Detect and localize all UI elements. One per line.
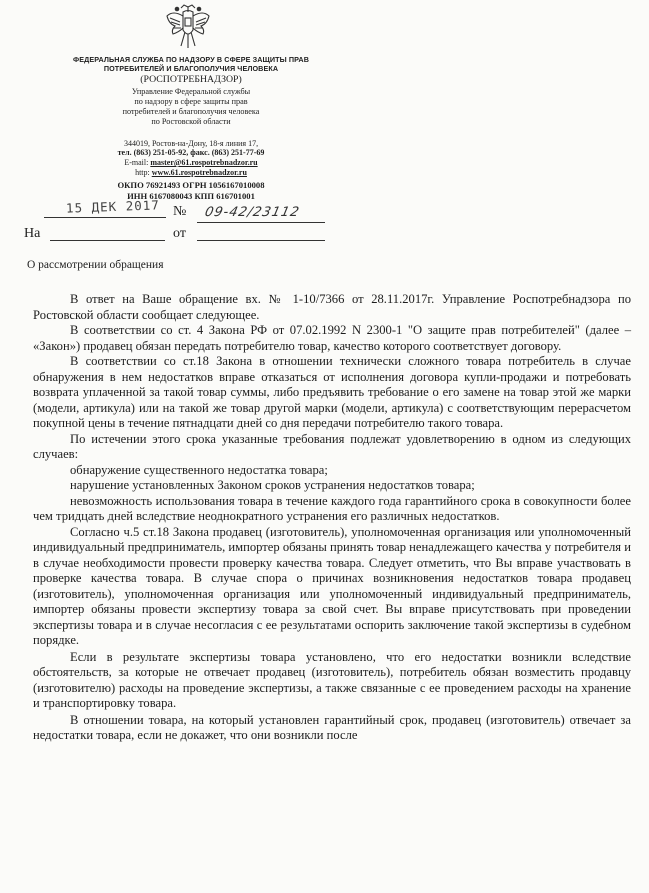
- registration-number: 09-42/23112: [203, 205, 302, 220]
- email-line: [46, 158, 336, 168]
- number-label: №: [173, 204, 187, 219]
- website-line: [46, 168, 336, 178]
- date-underline: [44, 217, 166, 218]
- agency-name-line1: ФЕДЕРАЛЬНАЯ СЛУЖБА ПО НАДЗОРУ В СФЕРЕ ЗАЩИТЫ ПРАВ: [72, 55, 310, 64]
- inn-kpp-line: ИНН 6167080043 КПП 616701001: [127, 191, 255, 201]
- body-paragraph: В соответствии со ст. 4 Закона РФ от 07.02.1992 N 2300-1 "О защите прав потребителей" (далее – «Закон») продавец обязан передать потребителю товар, качество которого соответствует договору.: [33, 323, 631, 353]
- from-date-underline: [197, 240, 325, 241]
- body-paragraph: Если в результате экспертизы товара установлено, что его недостатки возникли вследствие обстоятельств, за которые не отвечает продавец (изготовитель), потребитель обязан возместить продавцу (изготовителю) расходы на проведение экспертизы, а также связанные с ее проведением расходы на хранение и транспортировку товара.: [33, 649, 631, 710]
- body-paragraph: В соответствии со ст.18 Закона в отношении технически сложного товара потребитель в случае обнаружения в нем недостатков вправе отказаться от исполнения договора купли-продажи и потребовать возврата уплаченной за такой товар суммы, либо предъявить требование о его замене на товар этой же марки (модели, артикула) или на такой же товар другой марки (модели, артикула) с соответствующим перерасчетом покупной цены в течение пятнадцати дней со дня передачи потребителю такого товара.: [33, 354, 631, 430]
- agency-name-line2: ПОТРЕБИТЕЛЕЙ И БЛАГОПОЛУЧИЯ ЧЕЛОВЕКА: [103, 64, 279, 73]
- subject-line: О рассмотрении обращения: [27, 259, 164, 271]
- in-reply-to-underline: [50, 240, 165, 241]
- body-paragraph: Согласно ч.5 ст.18 Закона продавец (изготовитель), уполномоченная организация или уполномоченный индивидуальный предприниматель, импортер обязаны принять товар ненадлежащего качества у потребителя и в случае необходимости провести проверку качества товара. Следует отметить, что Вы вправе участвовать в проверке качества товара. В случае спора о причинах возникновения недостатков товара продавец (изготовитель), уполномоченная организация или уполномоченный индивидуальный предприниматель, импортер обязаны провести экспертизу товара за свой счет. Вы вправе присутствовать при проведении экспертизы товара и в случае несогласия с ее результатами оспорить заключение такой экспертизы в судебном порядке.: [33, 524, 631, 647]
- from-date-label: от: [173, 226, 186, 241]
- body-paragraph: невозможность использования товара в течение каждого года гарантийного срока в совокупности более чем тридцать дней вследствие неоднократного устранения его различных недостатков.: [33, 493, 631, 523]
- list-item: обнаружение существенного недостатка товара;: [70, 462, 328, 477]
- okpo-ogrn-line: ОКПО 76921493 ОГРН 1056167010008: [117, 180, 265, 190]
- department-line: по Ростовской области: [151, 117, 231, 126]
- date-stamp: 15 ДЕК 2017: [65, 197, 161, 216]
- letter-body: [33, 292, 631, 744]
- department-line: Управление Федеральной службы: [131, 87, 251, 96]
- department-line: по надзору в сфере защиты прав: [134, 97, 248, 106]
- body-paragraph: По истечении этого срока указанные требования подлежат удовлетворению в одном из следующих случаев:: [33, 431, 631, 461]
- agency-abbreviation: (РОСПОТРЕБНАДЗОР): [140, 74, 242, 85]
- department-line: потребителей и благополучия человека: [122, 107, 260, 116]
- number-underline: [197, 222, 325, 223]
- phone-line: тел. (863) 251-05-92, факс. (863) 251-77-69: [117, 148, 265, 157]
- body-paragraph: В ответ на Ваше обращение вх. № 1-10/7366 от 28.11.2017г. Управление Роспотребнадзора по Ростовской области сообщает следующее.: [33, 292, 631, 322]
- body-paragraph: В отношении товара, на который установлен гарантийный срок, продавец (изготовитель) отвечает за недостатки товара, если не докажет, что они возникли после: [33, 712, 631, 742]
- website-link[interactable]: www.61.rospotrebnadzor.ru: [151, 168, 247, 177]
- website-label: http:: [135, 168, 152, 177]
- list-item: нарушение установленных Законом сроков устранения недостатков товара;: [70, 478, 475, 492]
- coat-of-arms-icon: [163, 2, 213, 52]
- in-reply-to-label: На: [24, 226, 41, 241]
- address-line: 344019, Ростов-на-Дону, 18-я линия 17,: [123, 139, 259, 148]
- email-label: E-mail:: [124, 158, 151, 167]
- email-link[interactable]: master@61.rospotrebnadzor.ru: [150, 158, 258, 167]
